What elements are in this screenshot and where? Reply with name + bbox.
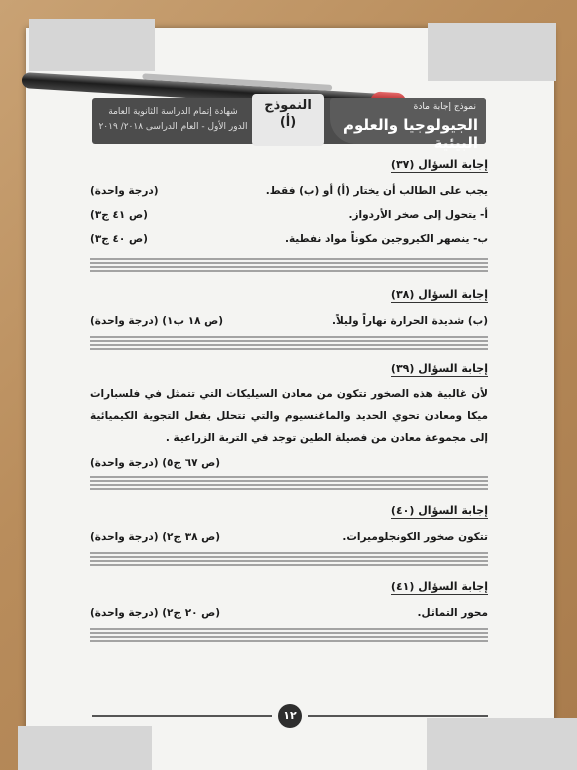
- answer-line: [90, 601, 488, 625]
- question-title: إجابة السؤال (٤١): [390, 580, 488, 593]
- exam-title: شهادة إتمام الدراسة الثانوية العامة: [108, 107, 238, 117]
- question-title: إجابة السؤال (٣٩): [390, 362, 488, 375]
- model-number: (أ): [279, 115, 297, 130]
- subject-title: الجيولوجيا والعلوم البيئية: [342, 116, 478, 152]
- answer-mark: (ص ٤١ ج٣): [90, 209, 148, 221]
- question-38: [90, 288, 488, 333]
- section-divider: [90, 336, 488, 350]
- question-title: إجابة السؤال (٣٨): [390, 288, 488, 301]
- section-divider: [90, 552, 488, 566]
- section-divider: [90, 476, 488, 490]
- answer-mark: (درجة واحدة): [90, 185, 159, 197]
- answer-text: محور التماثل.: [417, 607, 488, 619]
- footer-rule-left: [92, 715, 272, 717]
- answer-paragraph: لأن غالبية هذه الصخور تتكون من معادن السيليكات التي تتمثل في فلسبارات ميكا ومعادن تحوي الحديد والماغنسيوم والتي تتحلل بفعل التجوية الكيميائية إلى مجموعة معادن من فصيلة الطين توجد في التربة الزراعية .: [90, 388, 488, 444]
- answer-mark: (ص ٣٨ ج٢) (درجة واحدة): [90, 531, 221, 543]
- answer-line: [90, 451, 488, 475]
- answer-text: أ- يتحول إلى صخر الأردواز.: [348, 209, 488, 221]
- answer-mark: (ص ٢٠ ج٢) (درجة واحدة): [90, 607, 221, 619]
- header-subtitle: نموذج إجابة مادة: [413, 102, 476, 112]
- answer-line: [90, 525, 488, 549]
- question-41: [90, 580, 488, 625]
- redaction-top-right: [428, 23, 556, 81]
- section-divider: [90, 628, 488, 642]
- redaction-bottom-right: [427, 718, 577, 770]
- answer-line: [90, 179, 488, 203]
- answer-text: يجب على الطالب أن يختار (أ) أو (ب) فقط.: [265, 185, 488, 197]
- answer-line: [90, 203, 488, 227]
- question-39: [90, 362, 488, 475]
- section-divider: [90, 258, 488, 272]
- redaction-bottom-left: [18, 726, 152, 770]
- exam-header: [92, 98, 486, 152]
- question-37: [90, 158, 488, 251]
- footer-rule-right: [308, 715, 488, 717]
- question-40: [90, 504, 488, 549]
- answer-text: (ب) شديدة الحرارة نهاراً وليلاً.: [331, 315, 488, 327]
- answer-text: تتكون صخور الكونجلوميرات.: [342, 531, 488, 543]
- exam-info: [98, 105, 248, 135]
- question-title: إجابة السؤال (٤٠): [390, 504, 488, 517]
- subject-block: [330, 98, 486, 152]
- redaction-top-left: [29, 19, 155, 71]
- question-title: إجابة السؤال (٣٧): [390, 158, 488, 171]
- answer-line: [90, 309, 488, 333]
- answer-text: ب- ينصهر الكيروجين مكوناً مواد نفطية.: [284, 233, 488, 245]
- exam-session: الدور الأول - العام الدراسى ٢٠١٨/ ٢٠١٩: [98, 122, 248, 132]
- model-label: النموذج: [264, 98, 312, 113]
- answer-mark: (ص ٤٠ ج٣): [90, 233, 148, 245]
- answer-mark: (ص ١٨ ب١) (درجة واحدة): [90, 315, 224, 327]
- answer-mark: (ص ٦٧ ج٥) (درجة واحدة): [90, 457, 221, 469]
- page-number: ١٢: [278, 704, 302, 728]
- model-badge: [252, 94, 324, 146]
- answer-line: [90, 227, 488, 251]
